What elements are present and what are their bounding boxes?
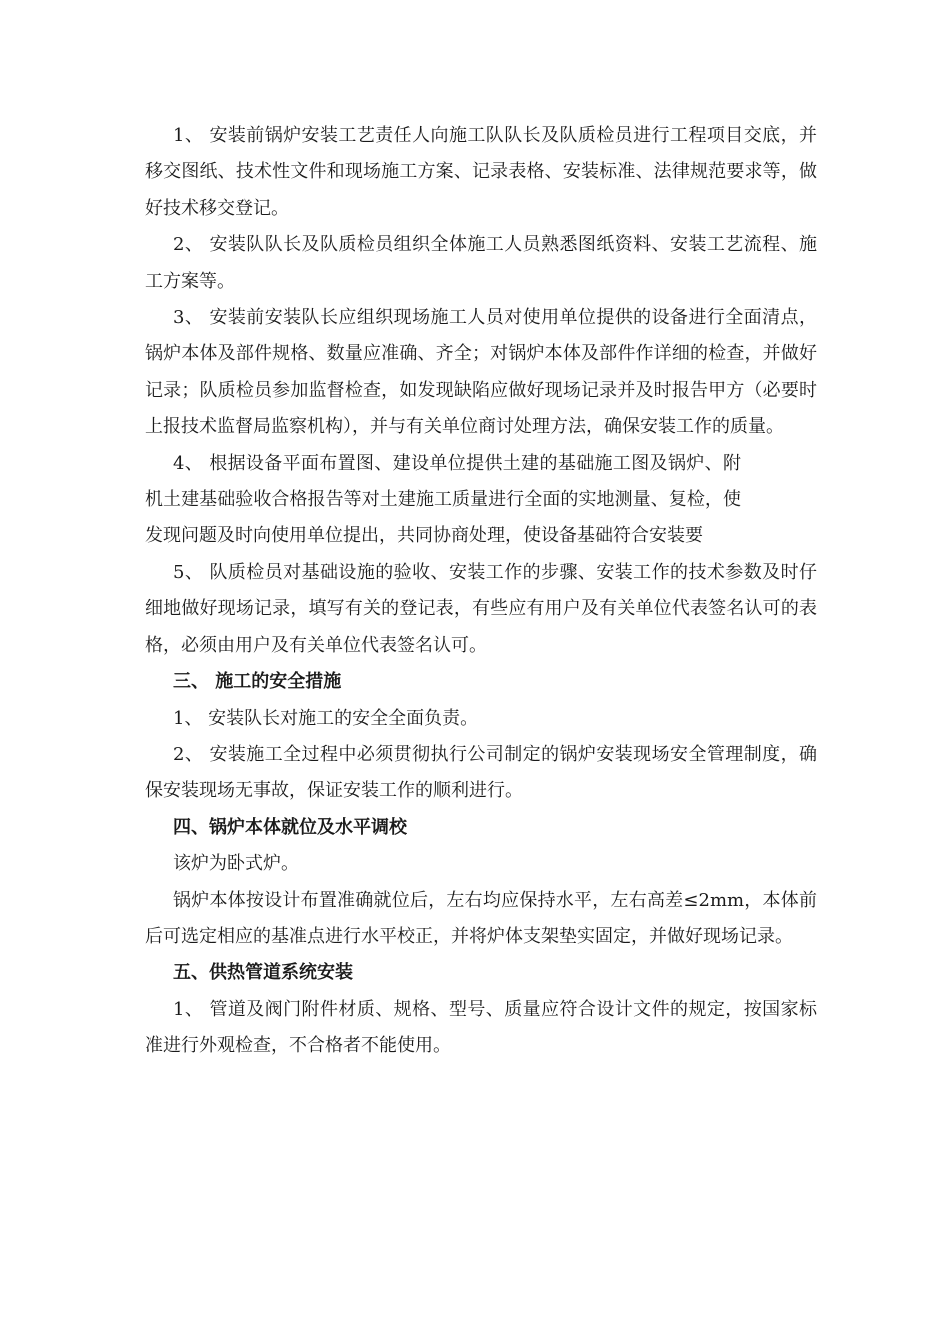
paragraph-prep-1: 1、 安装前锅炉安装工艺责任人向施工队队长及队质检员进行工程项目交底，并移交图纸、技术性文件和现场施工方案、记录表格、安装标准、法律规范要求等，做好技术移交登记。 (145, 125, 817, 219)
section-heading-boiler-leveling: 四、锅炉本体就位及水平调校 (173, 816, 407, 838)
paragraph-pipes-1: 1、 管道及阀门附件材质、规格、型号、质量应符合设计文件的规定，按国家标准进行外观检查，不合格者不能使用。 (145, 998, 817, 1057)
paragraph-prep-4: 4、 根据设备平面布置图、建设单位提供土建的基础施工图及锅炉、附机土建基础验收合格报告等对土建施工质量进行全面的实地测量、复检，使发现问题及时向使用单位提出，共同协商处理，使设备基础符合安装要 (145, 452, 741, 547)
paragraph-prep-2: 2、 安装队队长及队质检员组织全体施工人员熟悉图纸资料、安装工艺流程、施工方案等。 (145, 234, 817, 292)
paragraph-prep-3: 3、 安装前安装队长应组织现场施工人员对使用单位提供的设备进行全面清点，锅炉本体及部件规格、数量应准确、齐全；对锅炉本体及部件作详细的检查，并做好记录；队质检员参加监督检查，如发现缺陷应做好现场记录并及时报告甲方（必要时上报技术监督局监察机构），并与有关单位商讨处理方法，确保安装工作的质量。 (145, 307, 817, 438)
paragraph-safety-2: 2、 安装施工全过程中必须贯彻执行公司制定的锅炉安装现场安全管理制度，确保安装现场无事故，保证安装工作的顺利进行。 (145, 743, 817, 802)
paragraph-prep-5: 5、 队质检员对基础设施的验收、安装工作的步骤、安装工作的技术参数及时仔细地做好现场记录，填写有关的登记表，有些应有用户及有关单位代表签名认可的表格，必须由用户及有关单位代表签名认可。 (145, 561, 817, 656)
paragraph-boiler-type: 该炉为卧式炉。 (173, 853, 299, 875)
section-heading-safety: 三、 施工的安全措施 (173, 671, 342, 693)
document-page (145, 118, 817, 1065)
section-heading-heating-pipes: 五、供热管道系统安装 (173, 962, 353, 984)
paragraph-boiler-leveling: 锅炉本体按设计布置准确就位后，左右均应保持水平，左右高差≤2mm，本体前后可选定相应的基准点进行水平校正，并将炉体支架垫实固定，并做好现场记录。 (145, 889, 817, 947)
paragraph-safety-1: 1、 安装队长对施工的安全全面负责。 (173, 707, 479, 729)
